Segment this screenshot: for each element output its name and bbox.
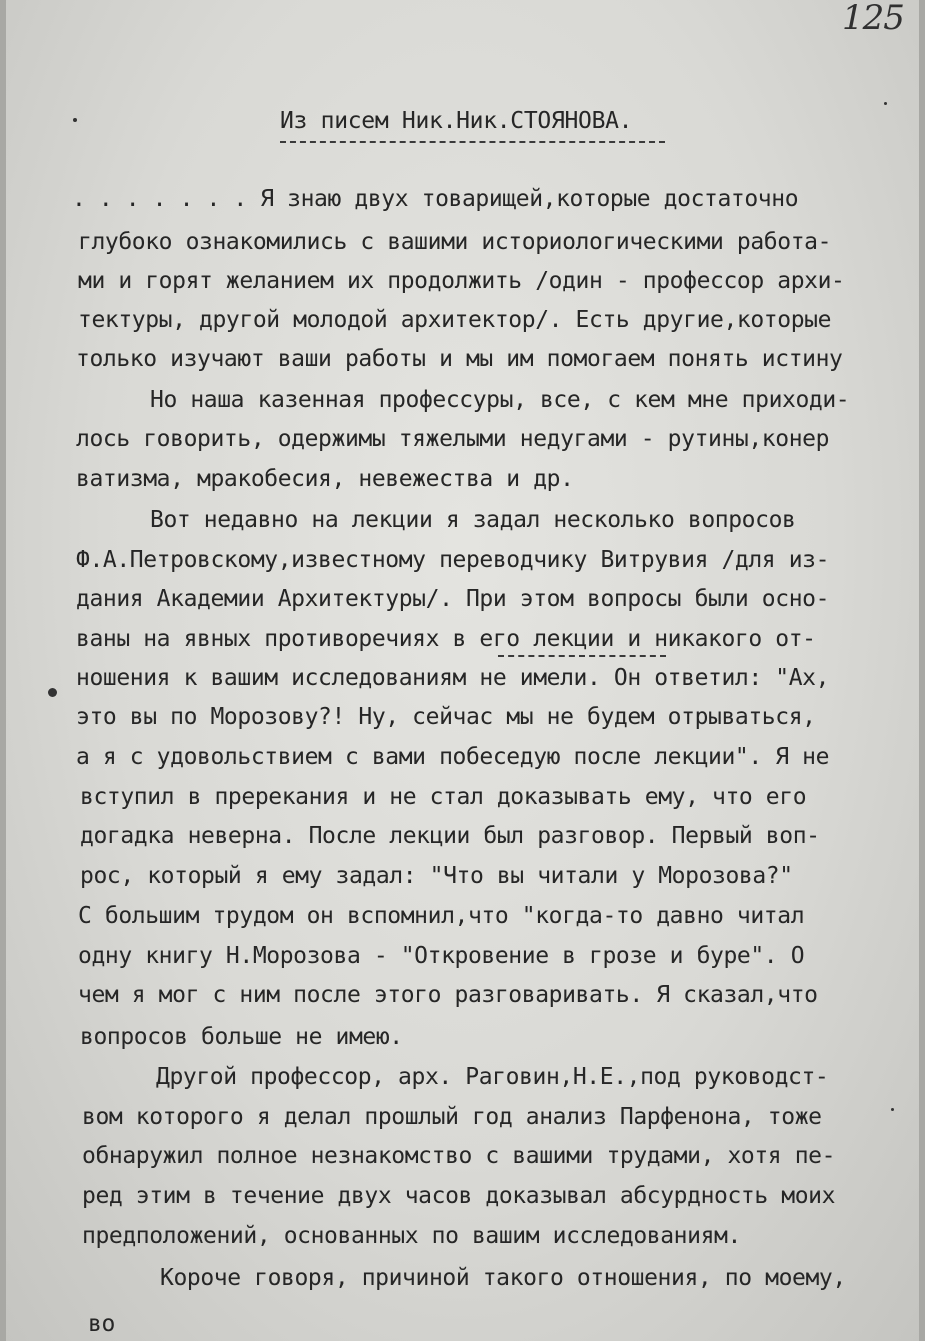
text-line: обнаружил полное незнакомство с вашими трудами, хотя пе- <box>82 1143 836 1169</box>
text-line: Вот недавно на лекции я задал несколько вопросов <box>150 507 796 533</box>
phrase-underline <box>498 655 666 657</box>
page-number: 125 <box>842 0 904 38</box>
text-line: . . . . . . . Я знаю двух товарищей,которые достаточно <box>72 186 799 212</box>
text-line: ваны на явных противоречиях в его лекции и никакого от- <box>76 626 816 652</box>
text-line: только изучают ваши работы и мы им помогаем понять истину <box>76 346 843 372</box>
page-title: Из писем Ник.Ник.СТОЯНОВА. <box>280 108 633 134</box>
text-line: С большим трудом он вспомнил,что "когда-то давно читал <box>78 903 805 929</box>
title-underline <box>280 141 665 143</box>
ink-speck <box>884 102 887 105</box>
text-line: чем я мог с ним после этого разговаривать. Я сказал,что <box>78 982 818 1008</box>
text-line: предположений, основанных по вашим исследованиям. <box>82 1223 741 1249</box>
text-line: тектуры, другой молодой архитектор/. Есть другие,которые <box>78 307 832 333</box>
text-line: ред этим в течение двух часов доказывал абсурдность моих <box>82 1183 836 1209</box>
text-line: Короче говоря, причиной такого отношения, по моему, <box>160 1265 846 1291</box>
right-edge-shadow <box>919 0 925 1341</box>
text-line: ватизма, мракобесия, невежества и др. <box>76 466 574 492</box>
text-line: Но наша казенная профессуры, все, с кем мне приходи- <box>150 387 850 413</box>
text-line: глубоко ознакомились с вашими историологическими работа- <box>78 229 832 255</box>
text-line: догадка неверна. После лекции был разговор. Первый воп- <box>80 823 820 849</box>
text-line: ми и горят желанием их продолжить /один - профессор архи- <box>78 268 845 294</box>
text-line: а я с удовольствием с вами побеседую после лекции". Я не <box>76 744 830 770</box>
ink-speck <box>73 118 77 122</box>
text-line: рос, который я ему задал: "Что вы читали у Морозова?" <box>80 863 793 889</box>
text-line: одну книгу Н.Морозова - "Откровение в грозе и буре". О <box>78 943 805 969</box>
text-line: во <box>88 1311 115 1337</box>
text-line: вступил в пререкания и не стал доказывать ему, что его <box>80 784 807 810</box>
ink-speck <box>891 1108 894 1111</box>
text-line: дания Академии Архитектуры/. При этом вопросы были осно- <box>76 586 830 612</box>
text-line: это вы по Морозову?! Ну, сейчас мы не будем отрываться, <box>76 704 816 730</box>
text-line: вопросов больше не имею. <box>80 1024 403 1050</box>
ink-speck <box>48 688 57 697</box>
text-line: Ф.А.Петровскому,известному переводчику Витрувия /для из- <box>76 547 830 573</box>
left-edge-shadow <box>0 0 6 1341</box>
text-line: лось говорить, одержимы тяжелыми недугами - рутины,конер <box>76 426 830 452</box>
text-line: Другой профессор, арх. Раговин,Н.Е.,под руководст- <box>156 1064 829 1090</box>
text-line: вом которого я делал прошлый год анализ Парфенона, тоже <box>82 1104 822 1130</box>
text-line: ношения к вашим исследованиям не имели. Он ответил: "Ах, <box>76 665 830 691</box>
